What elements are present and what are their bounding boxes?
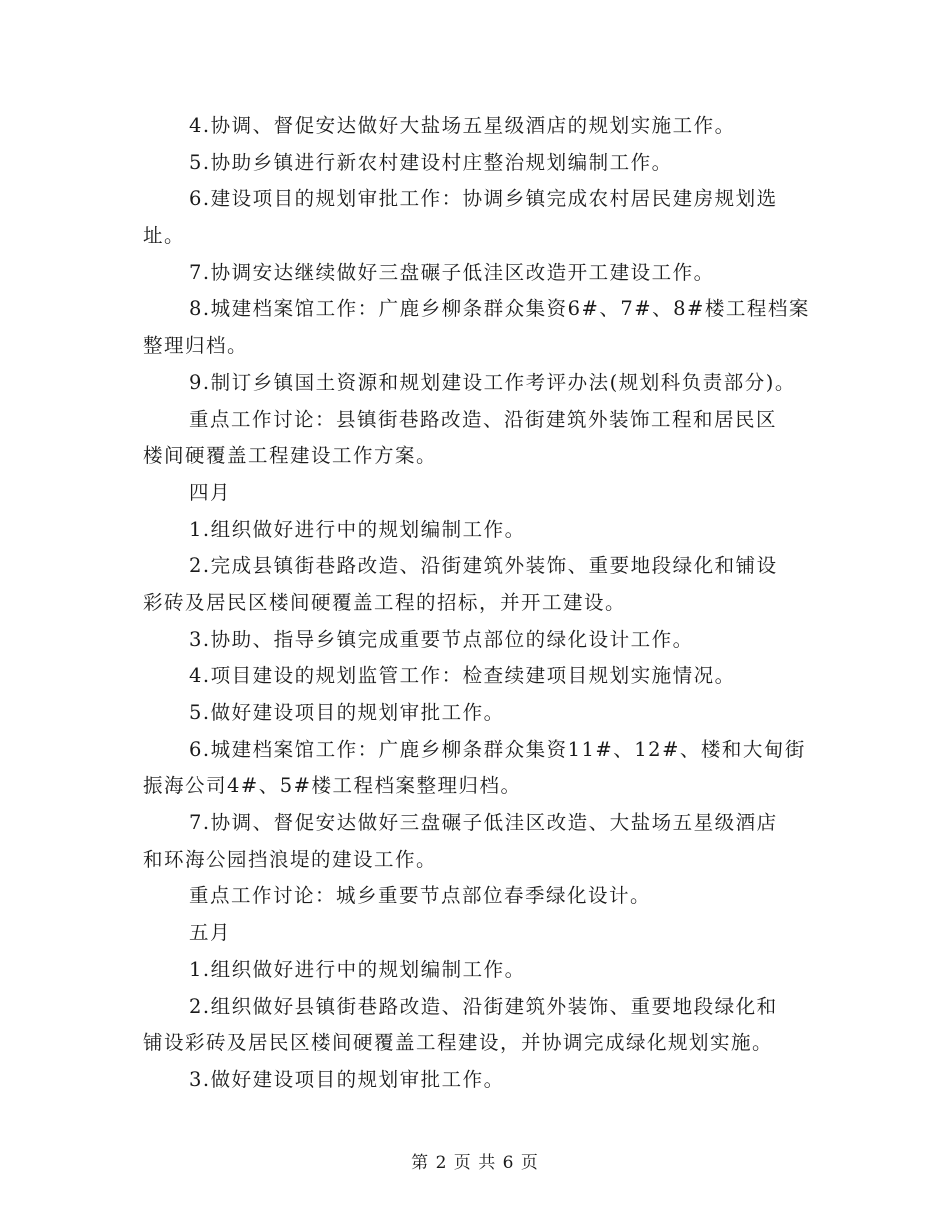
text-line: 5.做好建设项目的规划审批工作。 [189,701,505,724]
text-line: 6.城建档案馆工作：广鹿乡柳条群众集资11#、12#、楼和大甸街 [189,737,806,761]
text-line: 4.项目建设的规划监管工作：检查续建项目规划实施情况。 [189,664,736,688]
text-line: 3.做好建设项目的规划审批工作。 [189,1067,505,1091]
text-line: 振海公司4#、5#楼工程档案整理归档。 [143,774,522,798]
text-line: 8.城建档案馆工作：广鹿乡柳条群众集资6#、7#、8#楼工程档案 [189,297,810,321]
text-line: 7.协调安达继续做好三盘碾子低洼区改造开工建设工作。 [189,260,715,284]
text-line: 楼间硬覆盖工程建设工作方案。 [143,444,438,468]
text-line: 5.协助乡镇进行新农村建设村庄整治规划编制工作。 [189,150,673,174]
text-line: 和环海公园挡浪堤的建设工作。 [143,847,438,871]
text-line: 7.协调、督促安达做好三盘碾子低洼区改造、大盐场五星级酒店 [189,811,778,835]
text-line: 9.制订乡镇国土资源和规划建设工作考评办法(规划科负责部分)。 [189,370,796,394]
text-line: 四月 [189,480,232,504]
text-line: 6.建设项目的规划审批工作：协调乡镇完成农村居民建房规划选 [189,187,778,211]
text-line: 1.组织做好进行中的规划编制工作。 [189,517,526,541]
page-footer: 第 2 页 共 6 页 [411,1153,539,1173]
text-line: 1.组织做好进行中的规划编制工作。 [189,957,526,981]
text-line: 重点工作讨论：城乡重要节点部位春季绿化设计。 [189,884,652,908]
text-line: 2.完成县镇街巷路改造、沿街建筑外装饰、重要地段绿化和铺设 [189,554,778,578]
text-line: 4.协调、督促安达做好大盐场五星级酒店的规划实施工作。 [189,114,736,137]
text-line: 重点工作讨论：县镇街巷路改造、沿街建筑外装饰工程和居民区 [189,407,778,431]
text-line: 彩砖及居民区楼间硬覆盖工程的招标，并开工建设。 [143,590,627,614]
text-line: 2.组织做好县镇街巷路改造、沿街建筑外装饰、重要地段绿化和 [189,994,778,1018]
document-body [143,108,808,1099]
text-line: 址。 [143,224,186,248]
text-line: 五月 [189,921,232,945]
text-line: 铺设彩砖及居民区楼间硬覆盖工程建设，并协调完成绿化规划实施。 [143,1031,774,1055]
text-line: 3.协助、指导乡镇完成重要节点部位的绿化设计工作。 [189,627,694,651]
text-line: 整理归档。 [143,334,249,358]
